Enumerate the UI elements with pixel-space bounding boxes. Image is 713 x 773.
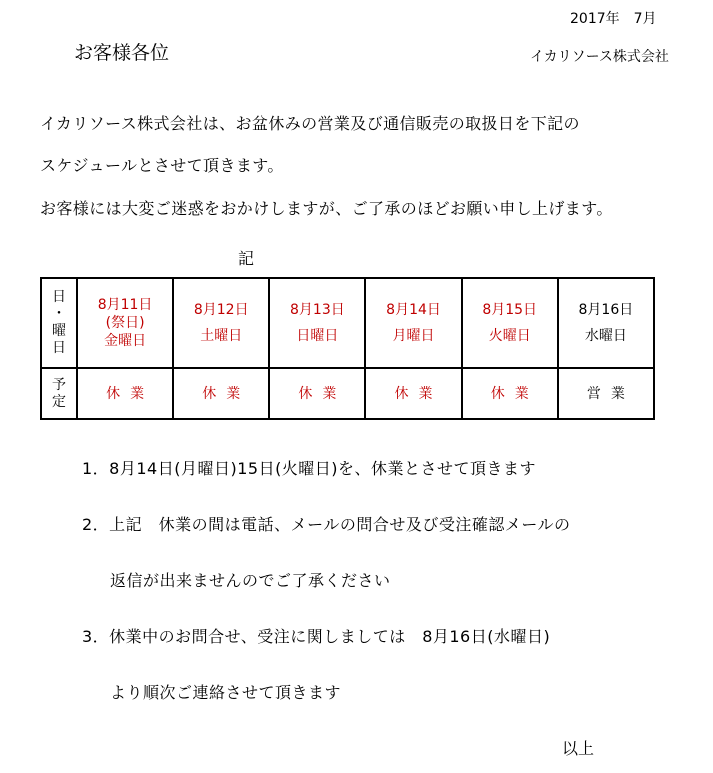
day-cell-aug13: 8月13日 日曜日 xyxy=(269,278,365,368)
note-2: 2．上記 休業の間は電話、メールの問合せ及び受注確認メールの xyxy=(82,515,571,534)
note-3-continued: より順次ご連絡させて頂きます xyxy=(110,683,342,702)
day-cell-aug16: 8月16日 水曜日 xyxy=(558,278,654,368)
ki-heading: 記 xyxy=(238,249,255,268)
status-cell-aug12: 休業 xyxy=(173,368,269,419)
closing-mark: 以上 xyxy=(562,739,595,758)
row-header-plan: 予 定 xyxy=(41,368,77,419)
schedule-date-row xyxy=(41,278,654,368)
schedule-table xyxy=(40,277,655,420)
day-cell-aug15: 8月15日 火曜日 xyxy=(462,278,558,368)
status-cell-aug14: 休業 xyxy=(365,368,461,419)
status-cell-aug15: 休業 xyxy=(462,368,558,419)
row-header-day: 日 ・ 曜 日 xyxy=(41,278,77,368)
note-2-continued: 返信が出来ませんのでご了承ください xyxy=(110,571,391,590)
status-cell-aug16: 営業 xyxy=(558,368,654,419)
salutation: お客様各位 xyxy=(74,42,170,64)
day-cell-aug11: 8月11日 (祭日) 金曜日 xyxy=(77,278,173,368)
company-name: イカリソース株式会社 xyxy=(530,49,669,65)
status-cell-aug11: 休業 xyxy=(77,368,173,419)
body-line-2: スケジュールとさせて頂きます。 xyxy=(40,156,284,175)
note-1: 1．8月14日(月曜日)15日(火曜日)を、休業とさせて頂きます xyxy=(82,459,537,478)
day-cell-aug12: 8月12日 土曜日 xyxy=(173,278,269,368)
note-3: 3．休業中のお問合せ、受注に関しましては 8月16日(水曜日) xyxy=(82,627,551,646)
day-cell-aug14: 8月14日 月曜日 xyxy=(365,278,461,368)
body-line-3: お客様には大変ご迷惑をおかけしますが、ご了承のほどお願い申し上げます。 xyxy=(40,199,613,218)
status-cell-aug13: 休業 xyxy=(269,368,365,419)
document-date: 2017年 7月 xyxy=(570,11,657,27)
body-line-1: イカリソース株式会社は、お盆休みの営業及び通信販売の取扱日を下記の xyxy=(40,114,580,133)
schedule-status-row xyxy=(41,368,654,419)
